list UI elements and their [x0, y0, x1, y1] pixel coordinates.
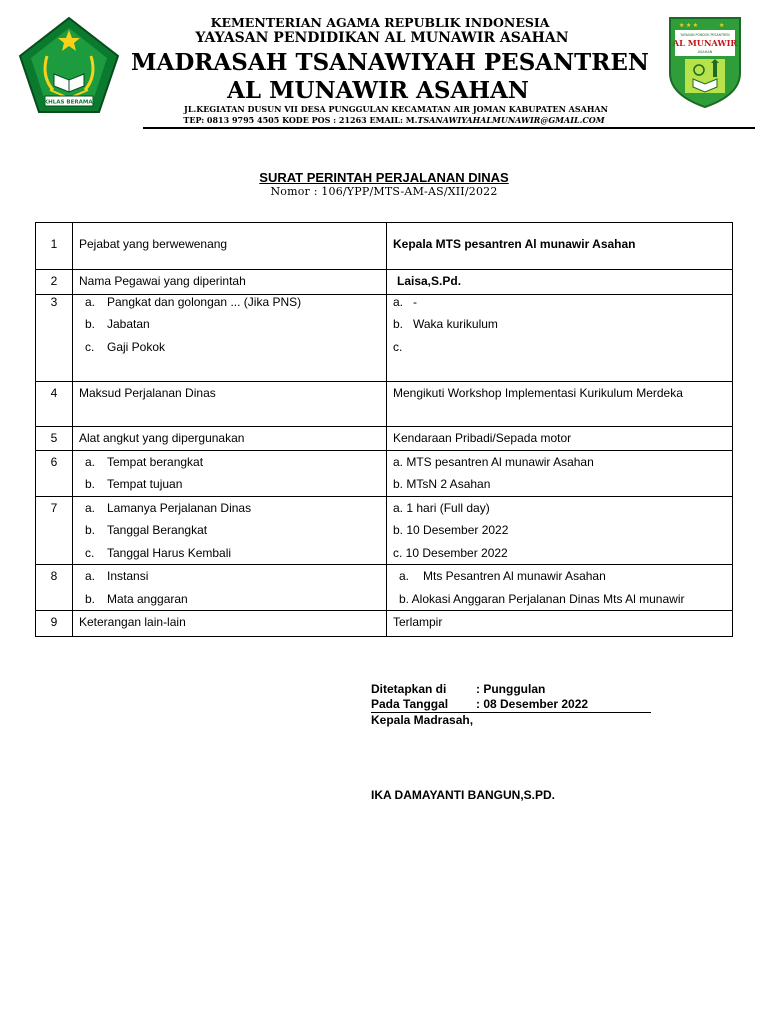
table-row — [36, 450, 733, 496]
row-number: 6 — [50, 454, 58, 469]
sub-item: b. Tanggal Berangkat — [85, 523, 208, 537]
contact-prefix: TEP: 0813 9795 4505 KODE POS : 21263 EMAIL: M. — [183, 115, 418, 125]
table-row — [36, 427, 733, 451]
sub-value: a. 1 hari (Full day) — [393, 500, 490, 515]
header-divider — [143, 127, 755, 129]
signer-position: Kepala Madrasah, — [371, 713, 474, 727]
contact-email: TSANAWIYAHALMUNAWIR@GMAIL.COM — [417, 115, 605, 125]
sub-value: b. Alokasi Anggaran Perjalanan Dinas Mts Al munawir — [399, 591, 685, 606]
table-row — [36, 611, 733, 637]
document-number: Nomor : 106/YPP/MTS-AM-AS/XII/2022 — [270, 185, 498, 198]
table-row — [36, 223, 733, 270]
row-number: 8 — [50, 569, 58, 583]
school-name-line2: AL MUNAWIR ASAHAN — [227, 77, 529, 104]
signer-name: IKA DAMAYANTI BANGUN,S.PD. — [371, 788, 556, 802]
row-label: Pejabat yang berwewenang — [79, 237, 228, 251]
assignment-table — [35, 222, 733, 637]
school-address: JL.KEGIATAN DUSUN VII DESA PUNGGULAN KECAMATAN AIR JOMAN KABUPATEN ASAHAN — [184, 104, 608, 114]
row-value: Terlampir — [393, 615, 443, 629]
place-label: Ditetapkan di — [371, 682, 447, 696]
sub-item: a. Tempat berangkat — [85, 454, 204, 469]
sub-item: a. Instansi — [85, 569, 149, 583]
sub-item: a. Lamanya Perjalanan Dinas — [85, 500, 252, 515]
sub-value: c. 10 Desember 2022 — [393, 545, 508, 560]
row-label: Alat angkut yang dipergunakan — [79, 431, 245, 445]
row-label: Maksud Perjalanan Dinas — [79, 386, 216, 400]
row-number: 5 — [50, 431, 58, 445]
row-label: Nama Pegawai yang diperintah — [79, 274, 246, 288]
table-row — [36, 496, 733, 565]
sub-value: c. — [393, 339, 403, 354]
row-label: Keterangan lain-lain — [79, 615, 186, 629]
place-value: : Punggulan — [476, 682, 546, 696]
date-value: : 08 Desember 2022 — [476, 697, 589, 711]
logo-right-sub: ASAHAN — [697, 50, 713, 54]
foundation-name: YAYASAN PENDIDIKAN AL MUNAWIR ASAHAN — [195, 30, 569, 46]
place-row — [371, 682, 651, 697]
sub-value: a. Mts Pesantren Al munawir Asahan — [399, 569, 606, 583]
sub-item: c. Gaji Pokok — [85, 339, 166, 354]
row-number: 7 — [50, 500, 58, 515]
table-row — [36, 565, 733, 611]
logo-left-text: IKHLAS BERAMAL — [41, 99, 97, 106]
date-label: Pada Tanggal — [371, 697, 449, 711]
star-icon: ★ ★ ★ — [679, 23, 699, 29]
sub-value: b. 10 Desember 2022 — [393, 523, 509, 537]
row-number: 9 — [50, 615, 58, 629]
table-row — [36, 270, 733, 295]
school-contact — [10, 115, 768, 125]
row-number: 2 — [50, 274, 58, 288]
row-value: Kendaraan Pribadi/Sepada motor — [393, 431, 572, 445]
star-icon: ★ — [719, 23, 725, 29]
ministry-name: KEMENTERIAN AGAMA REPUBLIK INDONESIA — [210, 15, 550, 30]
sub-value: a. MTS pesantren Al munawir Asahan — [393, 454, 594, 469]
row-number: 3 — [50, 295, 58, 309]
date-row — [371, 697, 651, 713]
row-number: 4 — [50, 386, 58, 400]
logo-right-name: AL MUNAWIR — [672, 38, 738, 48]
row-number: 1 — [50, 237, 58, 251]
sub-item: b. Mata anggaran — [85, 591, 188, 606]
row-value: Laisa,S.Pd. — [397, 274, 462, 288]
sub-item: c. Tanggal Harus Kembali — [85, 545, 232, 560]
logo-right-top: YAYASAN PONDOK PESANTREN — [680, 33, 730, 37]
table-row — [36, 295, 733, 382]
row-value: Mengikuti Workshop Implementasi Kurikulum Merdeka — [393, 386, 683, 400]
school-name-line1: MADRASAH TSANAWIYAH PESANTREN — [131, 49, 649, 76]
sub-value: b. MTsN 2 Asahan — [393, 477, 491, 491]
signature-block — [371, 682, 651, 728]
sub-item: b. Jabatan — [85, 317, 150, 331]
row-value: Kepala MTS pesantren Al munawir Asahan — [393, 237, 636, 251]
sub-item: a. Pangkat dan golongan ... (Jika PNS) — [85, 295, 302, 309]
table-row — [36, 382, 733, 427]
sub-item: b. Tempat tujuan — [85, 477, 183, 491]
document-title: SURAT PERINTAH PERJALANAN DINAS — [259, 170, 509, 185]
sub-value: b. Waka kurikulum — [393, 317, 498, 331]
sub-value: a. - — [393, 295, 417, 309]
